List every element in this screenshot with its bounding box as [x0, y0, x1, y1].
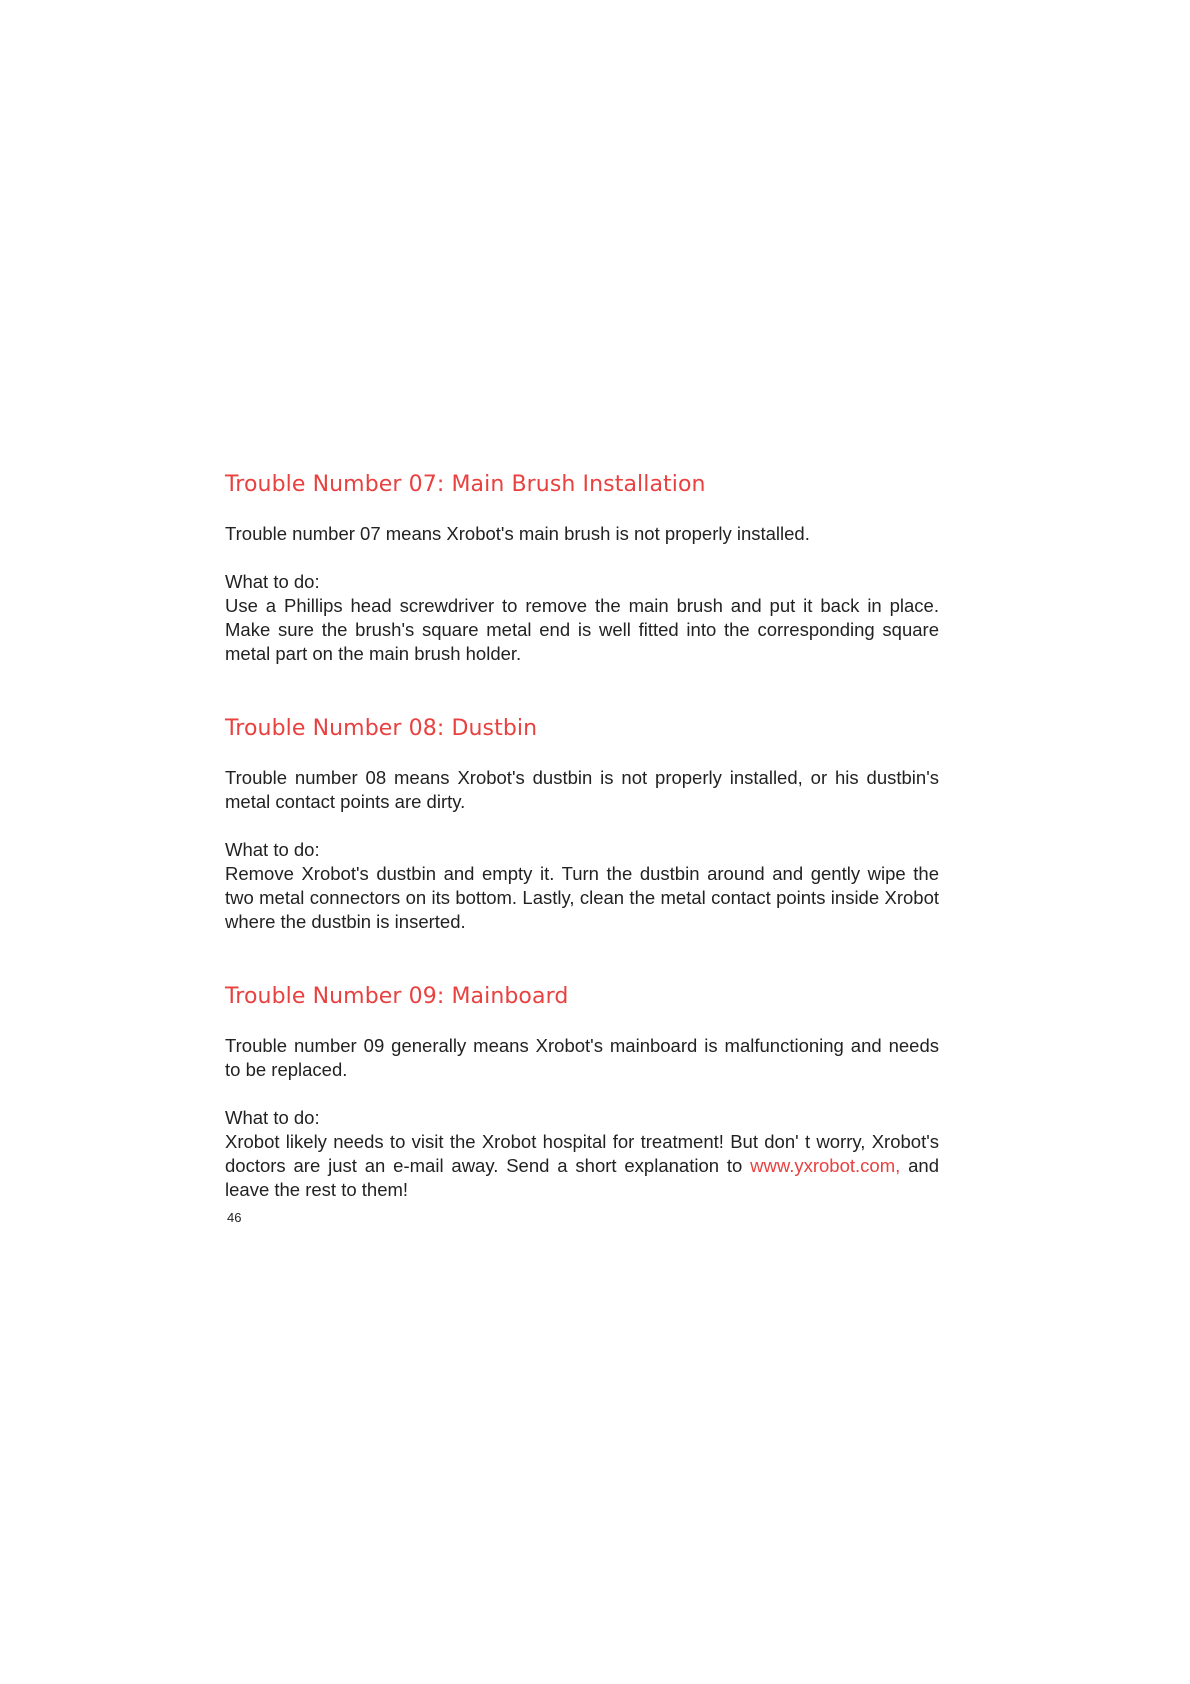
what-to-do-text-end: and leave the rest to them!	[225, 1155, 939, 1200]
section-title: Trouble Number 08: Dustbin	[225, 716, 538, 741]
section-trouble-09	[225, 982, 939, 1202]
page-number: 46	[227, 1210, 242, 1225]
section-trouble-07	[225, 470, 939, 666]
section-description: Trouble number 08 means Xrobot's dustbin is not properly installed, or his dustbin's metal contact points are dirty.	[225, 767, 939, 812]
what-to-do-label: What to do:	[225, 571, 320, 592]
what-to-do-text: Remove Xrobot's dustbin and empty it. Turn the dustbin around and gently wipe the two metal connectors on its bottom. Lastly, clean the metal contact points inside Xrobot where the dustbin is inserted.	[225, 863, 939, 932]
what-to-do-label: What to do:	[225, 1107, 320, 1128]
manual-page-content	[225, 470, 939, 1202]
what-to-do-text-start: Xrobot likely needs to visit the Xrobot hospital for treatment! But don' t worry, Xrobot's doctors are just an e-mail away. Send a short explanation to	[225, 1131, 939, 1176]
section-description: Trouble number 07 means Xrobot's main brush is not properly installed.	[225, 523, 810, 544]
website-link[interactable]: www.yxrobot.com,	[750, 1155, 901, 1176]
what-to-do-text	[225, 1130, 939, 1202]
section-description: Trouble number 09 generally means Xrobot's mainboard is malfunctioning and needs to be replaced.	[225, 1035, 939, 1080]
what-to-do-text: Use a Phillips head screwdriver to remove the main brush and put it back in place. Make sure the brush's square metal end is well fitted into the corresponding square metal part on the main brush holder.	[225, 595, 939, 664]
section-title: Trouble Number 07: Main Brush Installation	[225, 472, 706, 497]
what-to-do-label: What to do:	[225, 839, 320, 860]
section-trouble-08	[225, 714, 939, 934]
section-title: Trouble Number 09: Mainboard	[225, 984, 569, 1009]
